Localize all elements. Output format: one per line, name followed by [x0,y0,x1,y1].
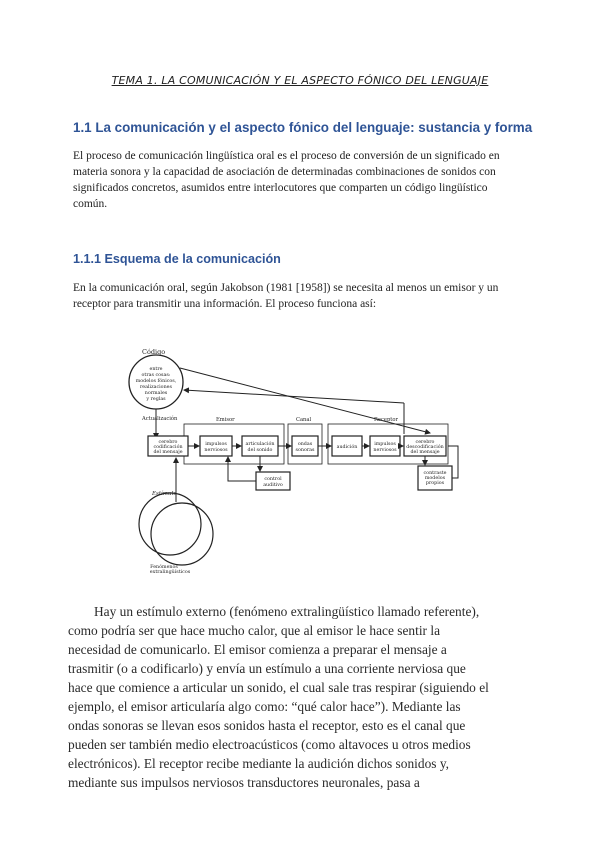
canal-label: Canal [296,417,312,423]
section-heading-1-1: 1.1 La comunicación y el aspecto fónico del lenguaje: sustancia y forma [73,120,533,135]
svg-text:ondas: ondas [297,442,313,447]
svg-text:del mensaje: del mensaje [153,450,183,455]
body-line: Hay un estímulo externo (fenómeno extralingüístico llamado referente), [94,604,480,619]
svg-text:Fenómenos: Fenómenos [150,565,178,570]
svg-text:audición: audición [336,445,358,450]
svg-text:cerebro: cerebro [158,440,178,445]
svg-text:modelos: modelos [424,476,446,481]
body-line: pueden ser también medio electroacústicos (como altavoces u otros medios [68,737,471,752]
svg-text:impulsos: impulsos [205,442,227,447]
estimulo-label: Estímulo [152,491,177,497]
estimulo-circle-a [139,493,201,555]
paragraph-line: El proceso de comunicación lingüística oral es el proceso de conversión de un significado en [73,150,500,162]
paragraph-line: común. [73,198,108,210]
svg-text:nerviosos: nerviosos [373,448,397,453]
svg-text:otras cosas:: otras cosas: [141,373,171,378]
svg-text:descodificación: descodificación [406,445,444,450]
communication-scheme-diagram [118,338,478,578]
body-line: electrónicos). El receptor recibe mediante la audición dichos sonidos y, [68,756,449,771]
svg-text:auditivo: auditivo [263,483,283,488]
emisor-label: Emisor [216,417,235,423]
svg-text:modelos fónicos,: modelos fónicos, [135,379,177,384]
section-heading-1-1-1: 1.1.1 Esquema de la comunicación [73,252,281,266]
paragraph-line: En la comunicación oral, según Jakobson (1981 [1958]) se necesita al menos un emisor y un [73,282,499,294]
svg-text:cerebro: cerebro [415,440,435,445]
codigo-label: Código [142,348,166,356]
svg-text:codificación: codificación [153,445,183,450]
svg-text:del mensaje: del mensaje [410,450,440,455]
body-line: ejemplo, el emisor articularía algo como: “qué calor hace”). Mediante las [68,699,461,714]
body-line: hace que comience a articular un sonido, el cual sale tras respirar (siguiendo el [68,680,489,695]
svg-text:y reglas: y reglas [146,397,166,402]
body-text-explanation [68,602,528,792]
estimulo-circle-b [151,503,213,565]
page-title: TEMA 1. LA COMUNICACIÓN Y EL ASPECTO FÓNICO DEL LENGUAJE [111,74,489,87]
paragraph-jakobson [73,280,529,312]
body-line: mediante sus impulsos nerviosos transductores neuronales, pasa a [68,775,420,790]
paragraph-line: significados concretos, asumidos entre interlocutores que comparten un código lingüístico [73,182,488,194]
svg-text:realizaciones: realizaciones [140,385,172,390]
svg-text:control: control [264,477,282,482]
body-line: ondas sonoras se llevan esos sonidos hasta el receptor, esto es el canal que [68,718,466,733]
svg-text:sonoras: sonoras [295,448,315,453]
svg-text:del sonido: del sonido [247,448,273,453]
svg-text:nerviosos: nerviosos [204,448,228,453]
svg-text:entre: entre [149,367,163,372]
svg-text:extralingüísticos: extralingüísticos [149,570,191,575]
actualizacion-label: Actualización [142,416,178,422]
arrow-codigo-to-receptor [180,368,430,433]
svg-text:contraste: contraste [423,471,447,476]
paragraph-line: receptor para transmitir una información. El proceso funciona así: [73,298,377,310]
body-line: como podría ser que hace mucho calor, que al emisor le hace sentir la [68,623,441,638]
codigo-circle-text [136,366,177,402]
paragraph-line: materia sonora y la capacidad de asociación de determinadas combinaciones de sonidos con [73,166,496,178]
svg-text:articulación: articulación [245,442,275,447]
receptor-label: Receptor [374,417,398,423]
svg-text:normales: normales [144,391,168,396]
paragraph-communication-definition [73,148,529,212]
arrow-receptor-to-codigo [184,390,404,403]
svg-text:propios: propios [425,481,445,486]
body-line: trasmitir (o a codificarlo) y envía un estímulo a una corriente nerviosa que [68,661,466,676]
svg-text:impulsos: impulsos [374,442,396,447]
body-line: necesidad de comunicarlo. El emisor comienza a preparar el mensaje a [68,642,447,657]
